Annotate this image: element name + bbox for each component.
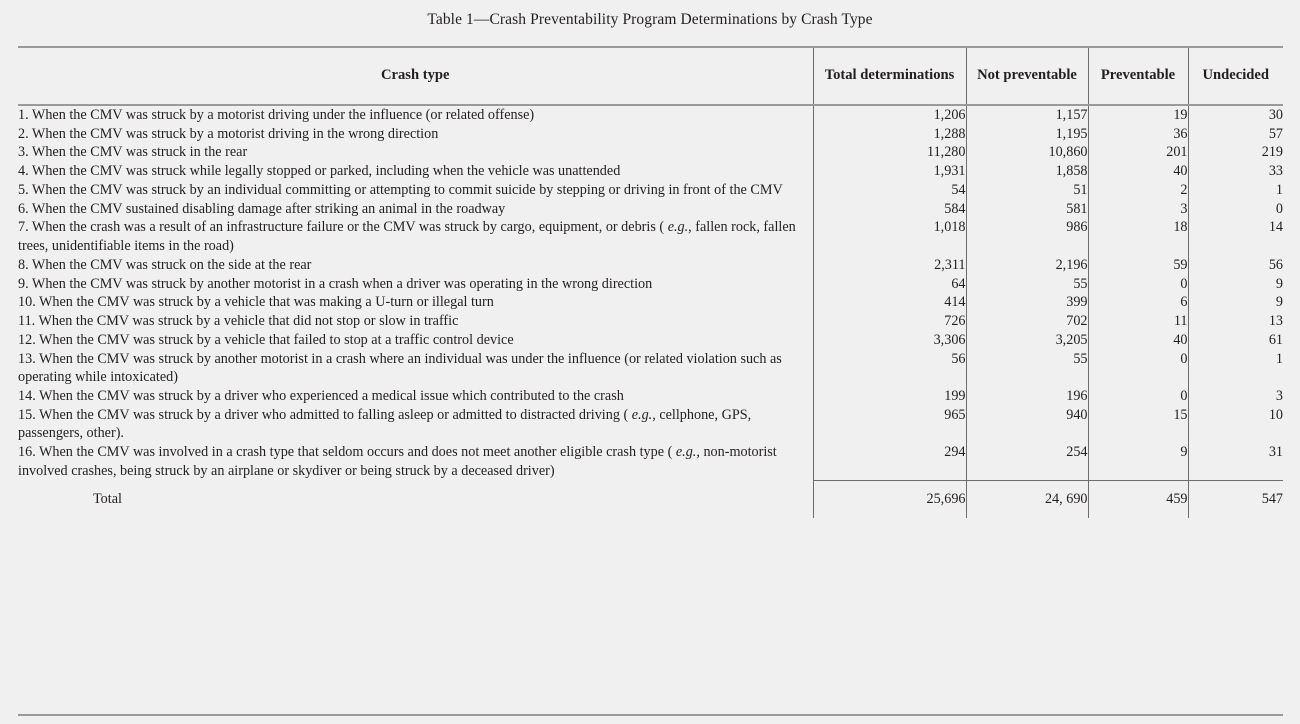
cell-preventable: 18 xyxy=(1088,218,1188,255)
table-row xyxy=(18,181,1283,200)
column-header-undecided: Undecided xyxy=(1188,47,1283,105)
cell-preventable: 2 xyxy=(1088,181,1188,200)
cell-preventable: 201 xyxy=(1088,143,1188,162)
cell-preventable: 9 xyxy=(1088,443,1188,480)
table-row xyxy=(18,406,1283,443)
cell-not-preventable: 986 xyxy=(966,218,1088,255)
table-bottom-rule xyxy=(18,714,1283,716)
cell-total-determinations: 584 xyxy=(813,200,966,219)
table-container xyxy=(18,46,1283,518)
cell-undecided: 33 xyxy=(1188,162,1283,181)
cell-undecided: 9 xyxy=(1188,293,1283,312)
table-row xyxy=(18,387,1283,406)
cell-not-preventable: 940 xyxy=(966,406,1088,443)
cell-crash-type: 2. When the CMV was struck by a motorist driving in the wrong direction xyxy=(18,125,439,142)
cell-preventable: 15 xyxy=(1088,406,1188,443)
cell-preventable: 3 xyxy=(1088,200,1188,219)
cell-undecided: 0 xyxy=(1188,200,1283,219)
cell-undecided: 14 xyxy=(1188,218,1283,255)
table-head xyxy=(18,47,1283,105)
table-row xyxy=(18,275,1283,294)
cell-preventable: 40 xyxy=(1088,331,1188,350)
cell-total-determinations: 1,206 xyxy=(813,105,966,125)
table-total-row xyxy=(18,481,1283,518)
table-row xyxy=(18,105,1283,125)
cell-not-preventable: 1,157 xyxy=(966,105,1088,125)
cell-total-total-determinations: 25,696 xyxy=(813,481,966,518)
table-row xyxy=(18,350,1283,387)
cell-crash-type: 11. When the CMV was struck by a vehicle that did not stop or slow in traffic xyxy=(18,313,459,330)
cell-preventable: 11 xyxy=(1088,312,1188,331)
cell-total-determinations: 965 xyxy=(813,406,966,443)
table-row xyxy=(18,256,1283,275)
cell-crash-type: 16. When the CMV was involved in a crash type that seldom occurs and does not meet another eligible crash type ( e.g., non-motorist involved crashes, being struck by an airplane or skydiver or being struck by a deceased driver) xyxy=(18,444,777,479)
cell-preventable: 19 xyxy=(1088,105,1188,125)
cell-preventable: 6 xyxy=(1088,293,1188,312)
table-row xyxy=(18,200,1283,219)
table-row xyxy=(18,162,1283,181)
cell-not-preventable: 1,858 xyxy=(966,162,1088,181)
cell-total-determinations: 414 xyxy=(813,293,966,312)
cell-not-preventable: 702 xyxy=(966,312,1088,331)
cell-undecided: 1 xyxy=(1188,350,1283,387)
table-row xyxy=(18,443,1283,480)
cell-total-determinations: 199 xyxy=(813,387,966,406)
cell-total-determinations: 56 xyxy=(813,350,966,387)
cell-total-determinations: 1,931 xyxy=(813,162,966,181)
cell-total-preventable: 459 xyxy=(1088,481,1188,518)
cell-not-preventable: 581 xyxy=(966,200,1088,219)
cell-preventable: 0 xyxy=(1088,275,1188,294)
table-row xyxy=(18,331,1283,350)
column-header-not-preventable: Not preventable xyxy=(966,47,1088,105)
cell-preventable: 0 xyxy=(1088,350,1188,387)
cell-not-preventable: 51 xyxy=(966,181,1088,200)
column-header-crash-type: Crash type xyxy=(18,47,813,105)
cell-crash-type: 15. When the CMV was struck by a driver who admitted to falling asleep or admitted to distracted driving ( e.g., cellphone, GPS, passengers, other). xyxy=(18,406,752,442)
cell-not-preventable: 254 xyxy=(966,443,1088,480)
cell-total-undecided: 547 xyxy=(1188,481,1283,518)
cell-total-label: Total xyxy=(93,490,122,507)
cell-total-determinations: 294 xyxy=(813,443,966,480)
table-row xyxy=(18,125,1283,144)
cell-not-preventable: 196 xyxy=(966,387,1088,406)
cell-crash-type: 3. When the CMV was struck in the rear xyxy=(18,144,248,161)
crash-preventability-table xyxy=(18,46,1283,518)
header-row xyxy=(18,47,1283,105)
cell-crash-type: 13. When the CMV was struck by another motorist in a crash where an individual was under the influence (or related violation such as operating while intoxicated) xyxy=(18,350,782,386)
cell-not-preventable: 399 xyxy=(966,293,1088,312)
cell-total-determinations: 54 xyxy=(813,181,966,200)
cell-crash-type: 14. When the CMV was struck by a driver who experienced a medical issue which contributed to the crash xyxy=(18,388,624,405)
cell-undecided: 30 xyxy=(1188,105,1283,125)
cell-crash-type: 12. When the CMV was struck by a vehicle that failed to stop at a traffic control device xyxy=(18,331,514,348)
cell-preventable: 40 xyxy=(1088,162,1188,181)
cell-crash-type: 6. When the CMV sustained disabling damage after striking an animal in the roadway xyxy=(18,200,506,217)
cell-undecided: 56 xyxy=(1188,256,1283,275)
cell-not-preventable: 1,195 xyxy=(966,125,1088,144)
cell-crash-type: 1. When the CMV was struck by a motorist driving under the influence (or related offense) xyxy=(18,107,535,123)
cell-total-determinations: 1,288 xyxy=(813,125,966,144)
cell-total-determinations: 726 xyxy=(813,312,966,331)
table-row xyxy=(18,293,1283,312)
table-body xyxy=(18,105,1283,518)
cell-total-not-preventable: 24, 690 xyxy=(966,481,1088,518)
cell-not-preventable: 3,205 xyxy=(966,331,1088,350)
column-header-preventable: Preventable xyxy=(1088,47,1188,105)
cell-undecided: 13 xyxy=(1188,312,1283,331)
cell-undecided: 61 xyxy=(1188,331,1283,350)
cell-total-determinations: 11,280 xyxy=(813,143,966,162)
cell-crash-type: 9. When the CMV was struck by another motorist in a crash when a driver was operating in the wrong direction xyxy=(18,275,653,292)
cell-undecided: 3 xyxy=(1188,387,1283,406)
cell-preventable: 36 xyxy=(1088,125,1188,144)
cell-total-determinations: 1,018 xyxy=(813,218,966,255)
cell-total-determinations: 3,306 xyxy=(813,331,966,350)
cell-undecided: 31 xyxy=(1188,443,1283,480)
cell-preventable: 59 xyxy=(1088,256,1188,275)
column-header-total-determinations: Total determinations xyxy=(813,47,966,105)
cell-crash-type: 8. When the CMV was struck on the side at the rear xyxy=(18,256,312,273)
table-caption: Table 1—Crash Preventability Program Determinations by Crash Type xyxy=(427,11,873,28)
cell-not-preventable: 2,196 xyxy=(966,256,1088,275)
cell-not-preventable: 55 xyxy=(966,350,1088,387)
table-row xyxy=(18,218,1283,255)
cell-undecided: 57 xyxy=(1188,125,1283,144)
cell-undecided: 219 xyxy=(1188,143,1283,162)
table-row xyxy=(18,312,1283,331)
cell-undecided: 9 xyxy=(1188,275,1283,294)
cell-total-determinations: 64 xyxy=(813,275,966,294)
cell-undecided: 10 xyxy=(1188,406,1283,443)
table-row xyxy=(18,143,1283,162)
cell-total-determinations: 2,311 xyxy=(813,256,966,275)
cell-preventable: 0 xyxy=(1088,387,1188,406)
cell-crash-type: 7. When the crash was a result of an infrastructure failure or the CMV was struck by cargo, equipment, or debris ( e.g., fallen rock, fallen trees, unidentifiable items in the road) xyxy=(18,219,796,255)
cell-not-preventable: 10,860 xyxy=(966,143,1088,162)
cell-crash-type: 10. When the CMV was struck by a vehicle that was making a U-turn or illegal turn xyxy=(18,294,494,311)
cell-undecided: 1 xyxy=(1188,181,1283,200)
cell-not-preventable: 55 xyxy=(966,275,1088,294)
cell-crash-type: 5. When the CMV was struck by an individual committing or attempting to commit suicide by stepping or driving in front of the CMV xyxy=(18,181,783,198)
cell-crash-type: 4. When the CMV was struck while legally stopped or parked, including when the vehicle was unattended xyxy=(18,163,621,180)
